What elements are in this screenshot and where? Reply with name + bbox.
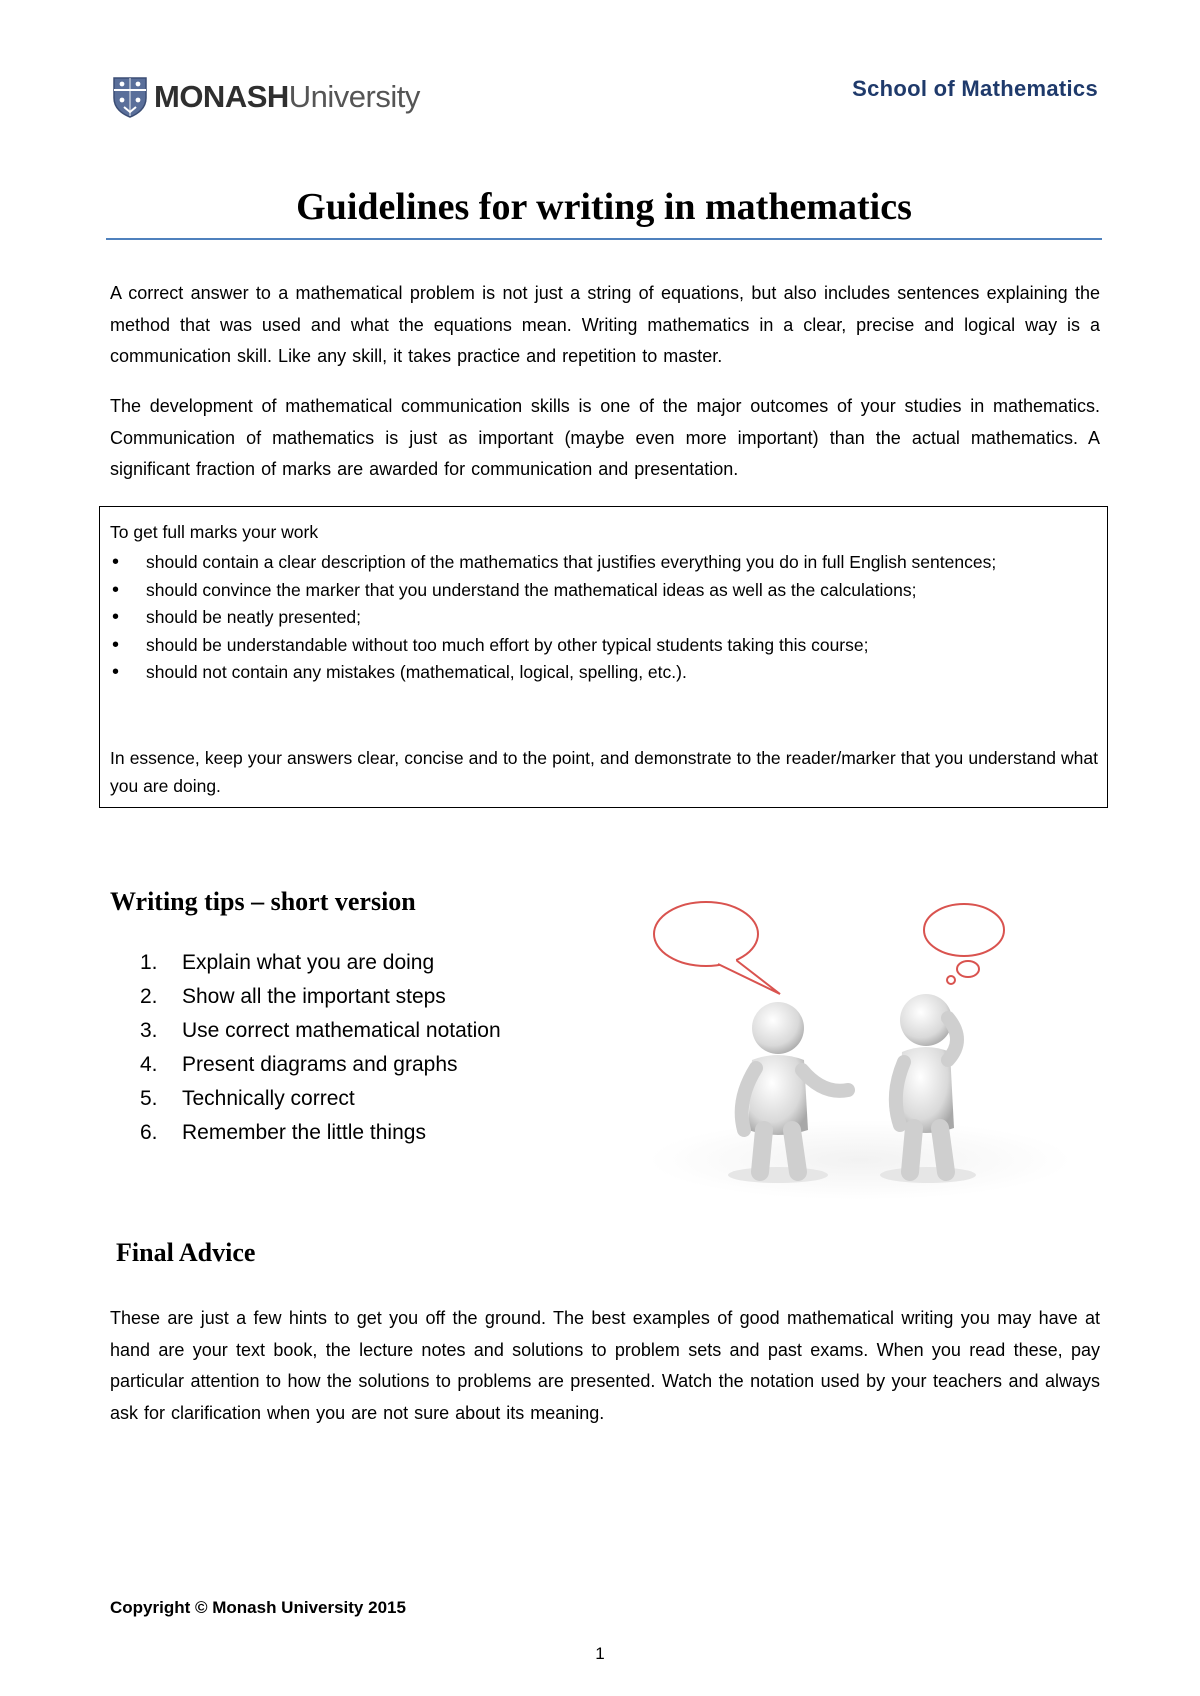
list-item: • should be neatly presented;	[110, 604, 1098, 632]
tip-number: 6.	[140, 1121, 158, 1144]
list-item	[140, 980, 501, 1014]
speech-bubble-icon	[654, 902, 780, 994]
list-item: • should contain a clear description of the mathematics that justifies everything you do in full English sentences;	[110, 549, 1098, 577]
page-number: 1	[595, 1644, 605, 1663]
tips-heading: Writing tips – short version	[110, 887, 416, 916]
list-item	[140, 1082, 501, 1116]
list-item	[140, 1116, 501, 1150]
page-title: Guidelines for writing in mathematics	[296, 186, 912, 228]
list-item	[140, 1014, 501, 1048]
copyright-notice: Copyright © Monash University 2015	[110, 1598, 406, 1617]
tip-number: 5.	[140, 1087, 158, 1110]
intro-paragraph-1: A correct answer to a mathematical problem is not just a string of equations, but also includes sentences explaining the method that was used and what the equations mean. Writing mathematics in a clear, precise and logical way is a communication skill. Like any skill, it takes practice and repetition to master.	[110, 283, 1100, 366]
tip-text: Use correct mathematical notation	[182, 1019, 501, 1042]
tip-number: 3.	[140, 1019, 158, 1042]
list-item: • should not contain any mistakes (mathematical, logical, spelling, etc.).	[110, 659, 1098, 687]
tip-text: Present diagrams and graphs	[182, 1053, 458, 1076]
tips-list	[140, 946, 501, 1150]
tip-number: 4.	[140, 1053, 158, 1076]
advice-paragraph: These are just a few hints to get you off the ground. The best examples of good mathematical writing you may have at hand are your text book, the lecture notes and solutions to problem sets and past exams. When you read these, pay particular attention to how the solutions to problems are presented. Watch the notation used by your teachers and always ask for clarification when you are not sure about its meaning.	[110, 1308, 1100, 1423]
logo-wordmark	[154, 79, 420, 115]
monash-crest-icon	[112, 76, 148, 118]
two-figures-illustration	[648, 890, 1072, 1200]
advice-heading: Final Advice	[116, 1238, 256, 1267]
title-divider	[106, 238, 1102, 240]
intro-paragraph-2: The development of mathematical communication skills is one of the major outcomes of your studies in mathematics. Communication of mathematics is just as important (maybe even more important) than the actual mathematics. A significant fraction of marks are awarded for communication and presentation.	[110, 396, 1100, 479]
tip-number: 2.	[140, 985, 158, 1008]
tip-text: Show all the important steps	[182, 985, 446, 1008]
logo-suffix: University	[288, 79, 420, 114]
list-item	[140, 946, 501, 980]
tip-number: 1.	[140, 951, 158, 974]
tip-text: Technically correct	[182, 1087, 355, 1110]
tip-text: Explain what you are doing	[182, 951, 435, 974]
list-item	[140, 1048, 501, 1082]
full-marks-essence: In essence, keep your answers clear, concise and to the point, and demonstrate to the reader/marker that you understand what you are doing.	[110, 748, 1098, 796]
logo-brand: MONASH	[154, 79, 289, 114]
full-marks-lead: To get full marks your work	[110, 522, 319, 542]
list-item: • should be understandable without too much effort by other typical students taking this course;	[110, 632, 1098, 660]
thought-bubble-icon	[924, 904, 1004, 984]
monash-logo	[112, 74, 420, 120]
list-item: • should convince the marker that you understand the mathematical ideas as well as the calculations;	[110, 577, 1098, 605]
tip-text: Remember the little things	[182, 1121, 426, 1144]
school-name: School of Mathematics	[852, 76, 1098, 101]
full-marks-list	[110, 549, 1098, 687]
